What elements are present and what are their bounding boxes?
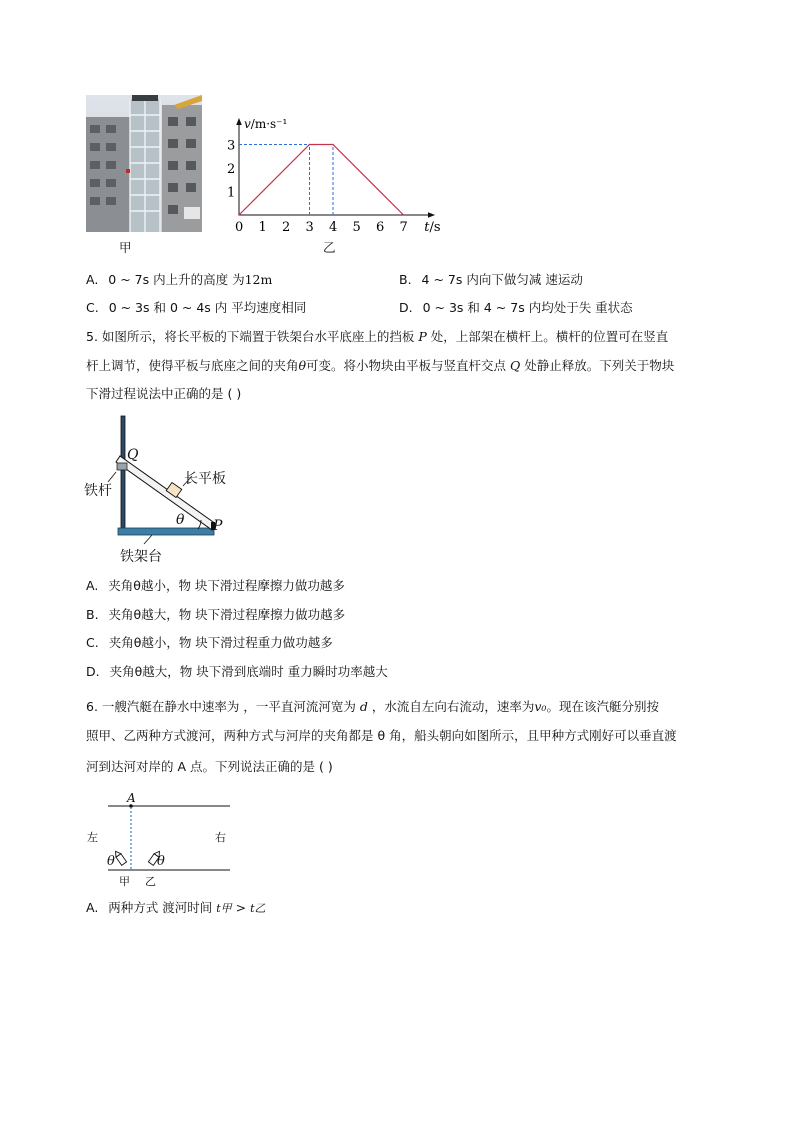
- q5-line1-var: P: [418, 329, 427, 344]
- q6-option-a-t2: t乙: [250, 902, 266, 915]
- q5-option-d-letter: D.: [86, 664, 100, 679]
- q6-label-yi: 乙: [145, 875, 156, 888]
- y-tick-label-3: 3: [227, 138, 236, 154]
- photo-caption: 甲: [119, 240, 132, 255]
- q5-option-b-letter: B.: [86, 607, 99, 622]
- velocity-point-2: [332, 144, 334, 146]
- q5-option-a-letter: A.: [86, 578, 99, 593]
- q5-line2-var2: Q: [510, 358, 521, 373]
- q4-option-d-text: 0 ~ 3s 和 4 ~ 7s 内均处于失 重状态: [422, 300, 633, 315]
- vt-chart-svg: [226, 95, 446, 235]
- q6-label-right: 右: [215, 831, 226, 844]
- q6-option-a-text: 两种方式 渡河时间: [108, 900, 213, 915]
- x-tick-label-4: 4: [329, 220, 338, 235]
- q6-label-left: 左: [87, 831, 98, 844]
- q4-option-d: [399, 299, 633, 317]
- x-axis-label: t/s: [424, 220, 441, 235]
- q6-option-a-t1: t甲: [216, 902, 232, 915]
- x-tick-label-3: 3: [305, 220, 314, 235]
- q5-stem-line1: [86, 328, 668, 346]
- q5-option-c: [86, 634, 333, 652]
- elevator-photo: [86, 95, 202, 232]
- q5-label-theta: θ: [176, 512, 185, 528]
- q5-label-q: Q: [127, 447, 139, 463]
- q6-label-theta-left: θ: [107, 854, 115, 869]
- q5-option-a-text: 夹角θ越小，物 块下滑过程摩擦力做功越多: [108, 578, 345, 593]
- y-axis-label: v/m·s⁻¹: [244, 116, 288, 131]
- q6-label-jia: 甲: [119, 875, 130, 888]
- q5-option-d-text: 夹角θ越大，物 块下滑到底端时 重力瞬时功率越大: [109, 664, 388, 679]
- q5-option-c-letter: C.: [86, 635, 99, 650]
- q5-line2-var: θ: [298, 358, 307, 373]
- q6-option-a-letter: A.: [86, 900, 99, 915]
- x-tick-label-0: 0: [235, 220, 244, 235]
- q6-option-a-gt: >: [235, 900, 247, 915]
- q4-option-b: [399, 271, 583, 289]
- q5-stem-line2: [86, 357, 674, 375]
- q6-line1-b: ，水流自左向右流动，速率为: [371, 699, 535, 714]
- q4-option-d-letter: D.: [399, 300, 413, 315]
- q5-label-p: P: [213, 518, 223, 534]
- q5-line2-c: 处静止释放。下列关于物块: [524, 358, 675, 373]
- q5-option-c-text: 夹角θ越小，物 块下滑过程重力做功越多: [108, 635, 333, 650]
- q5-label-rod: 铁杆: [84, 483, 112, 499]
- q4-option-c-letter: C.: [86, 300, 99, 315]
- q6-line1-c: 。现在该汽艇分别按: [546, 699, 659, 714]
- x-tick-label-2: 2: [282, 220, 291, 235]
- vt-chart: [226, 95, 446, 235]
- q6-option-a: [86, 899, 266, 918]
- q4-option-c-text: 0 ~ 3s 和 0 ~ 4s 内 平均速度相同: [108, 300, 307, 315]
- q4-option-b-letter: B.: [399, 272, 412, 287]
- q6-line1-var: d: [359, 699, 368, 714]
- long-board: [116, 456, 216, 530]
- y-tick-label-1: 1: [227, 185, 236, 201]
- stand-leader: [144, 535, 152, 544]
- q5-line1-a: 5. 如图所示，将长平板的下端置于铁架台水平底座上的挡板: [86, 329, 415, 344]
- boat-jia: [113, 850, 127, 866]
- q5-label-board: 长平板: [184, 471, 226, 487]
- q4-option-a-value: 12m: [244, 272, 273, 287]
- chart-caption: 乙: [323, 240, 336, 255]
- q4-option-a: [86, 271, 272, 289]
- velocity-series-line: [239, 145, 404, 216]
- iron-rod: [121, 416, 125, 530]
- x-tick-label-1: 1: [258, 220, 267, 235]
- q5-line2-a: 杆上调节，使得平板与底座之间的夹角: [86, 358, 299, 373]
- q5-line2-b: 可变。将小物块由平板与竖直杆交点: [306, 358, 507, 373]
- q4-option-b-text: 4 ~ 7s 内向下做匀减 速运动: [421, 272, 583, 287]
- q5-option-b-text: 夹角θ越大，物 块下滑过程摩擦力做功越多: [108, 607, 346, 622]
- q5-stem-line3: 下滑过程说法中正确的是 ( ): [86, 386, 242, 401]
- q6-stem-line1: [86, 698, 659, 716]
- x-tick-label-7: 7: [399, 220, 408, 235]
- q4-option-a-text: 0 ~ 7s 内上升的高度 为: [108, 272, 245, 287]
- velocity-point-1: [309, 144, 311, 146]
- velocity-point-0: [238, 214, 240, 216]
- q6-stem-line2: 照甲、乙两种方式渡河，两种方式与河岸的夹角都是 θ 角，船头朝向如图所示，且甲种方式刚好可以垂直渡: [86, 728, 677, 743]
- q6-stem-line3: 河到达河对岸的 A 点。下列说法正确的是 ( ): [86, 759, 333, 774]
- q5-option-a: [86, 577, 345, 595]
- elevator-photo-drawing: [86, 95, 202, 232]
- rod-leader: [108, 472, 116, 482]
- q5-label-stand: 铁架台: [120, 549, 162, 565]
- velocity-point-3: [403, 214, 405, 216]
- q4-option-c: [86, 299, 306, 317]
- q6-label-a: A: [127, 791, 136, 805]
- q6-line1-var2: v₀: [534, 699, 547, 714]
- y-tick-label-2: 2: [227, 162, 236, 177]
- x-tick-label-5: 5: [352, 220, 361, 235]
- q6-label-theta-right: θ: [157, 854, 165, 869]
- x-tick-label-6: 6: [376, 220, 385, 235]
- q6-line1-a: 6. 一艘汽艇在静水中速率为 ，一平直河流河宽为: [86, 699, 356, 714]
- q5-option-d: [86, 663, 388, 681]
- q5-option-b: [86, 606, 345, 624]
- stand-base: [118, 528, 214, 535]
- q5-line1-b: 处，上部架在横杆上。横杆的位置可在竖直: [430, 329, 669, 344]
- q4-option-a-letter: A.: [86, 272, 99, 287]
- crossbar-clamp: [117, 463, 127, 470]
